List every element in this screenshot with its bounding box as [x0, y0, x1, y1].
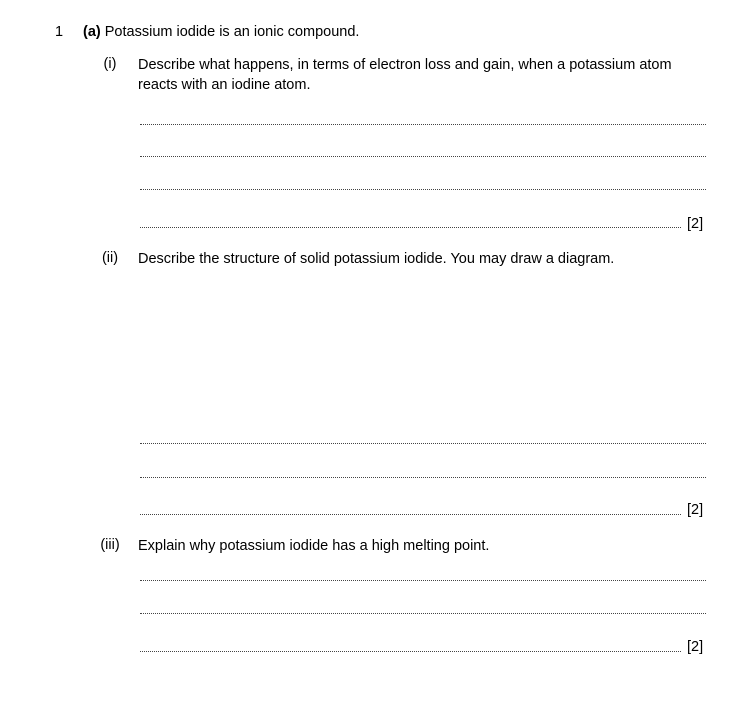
marks-label: [2]: [687, 502, 704, 518]
answer-line[interactable]: [140, 613, 706, 614]
subpart-iii-label: (iii): [100, 537, 120, 553]
answer-line[interactable]: [140, 477, 706, 478]
answer-line[interactable]: [140, 189, 706, 190]
marks-label: [2]: [687, 639, 704, 655]
answer-line[interactable]: [140, 227, 681, 228]
subpart-iii-text: Explain why potassium iodide has a high melting point.: [138, 538, 490, 554]
subpart-i-text-line2: reacts with an iodine atom.: [138, 77, 311, 93]
marks-label: [2]: [687, 216, 704, 232]
subpart-i-text-line1: Describe what happens, in terms of electron loss and gain, when a potassium atom: [138, 57, 672, 73]
subpart-ii-label: (ii): [101, 250, 119, 266]
answer-line[interactable]: [140, 443, 706, 444]
subpart-ii-text: Describe the structure of solid potassium iodide. You may draw a diagram.: [138, 251, 615, 267]
part-label: (a): [83, 24, 101, 40]
answer-line[interactable]: [140, 514, 681, 515]
question-stem: [83, 24, 359, 40]
question-number: 1: [55, 24, 64, 40]
subpart-i-label: (i): [103, 56, 117, 72]
answer-line[interactable]: [140, 580, 706, 581]
answer-line[interactable]: [140, 651, 681, 652]
diagram-space[interactable]: [138, 278, 706, 428]
answer-line[interactable]: [140, 124, 706, 125]
stem-text: Potassium iodide is an ionic compound.: [104, 24, 360, 40]
answer-line[interactable]: [140, 156, 706, 157]
